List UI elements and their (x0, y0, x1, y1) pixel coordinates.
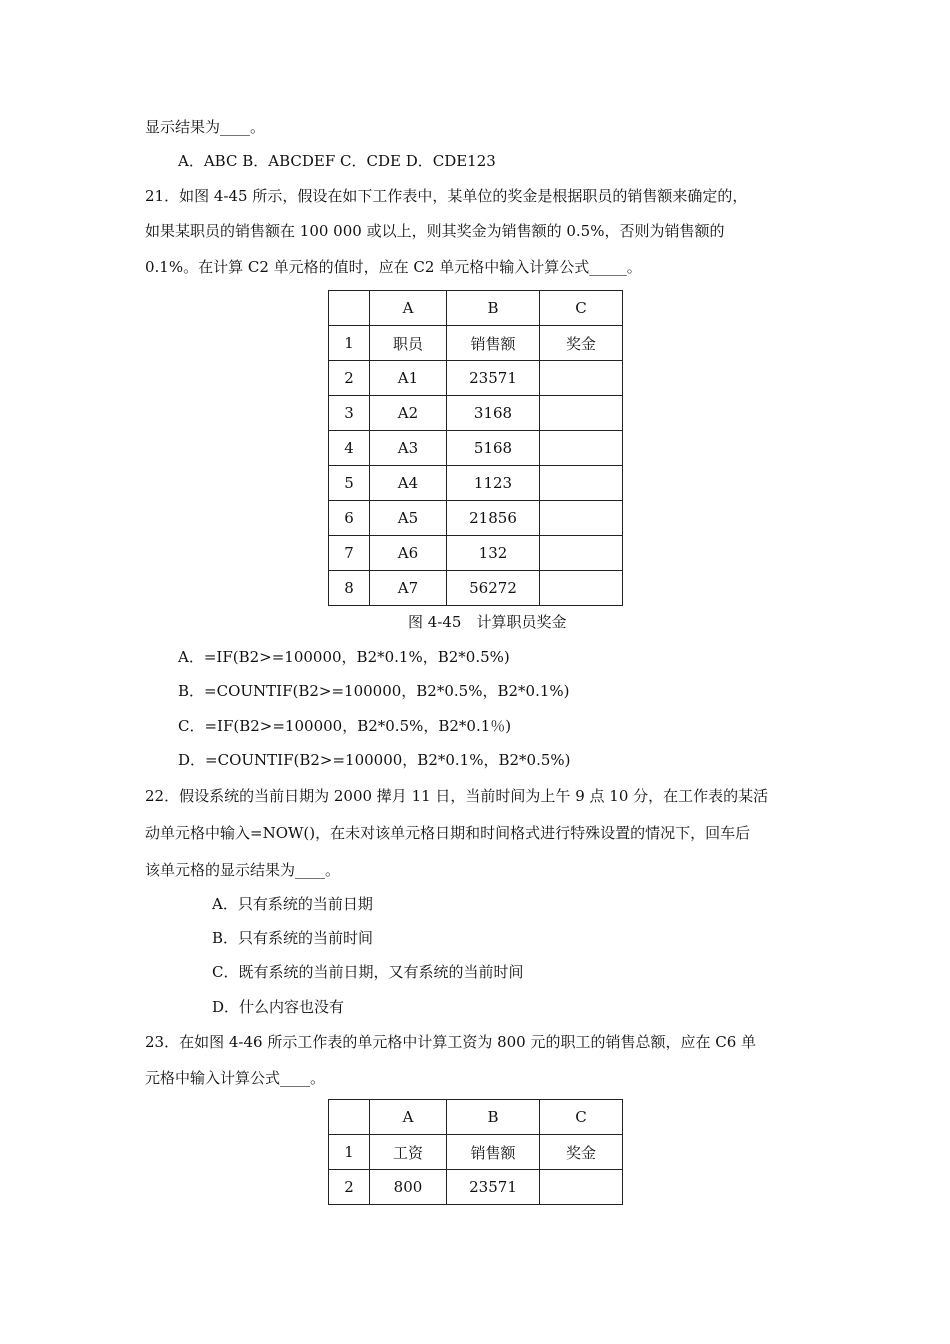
cell: A7 (370, 571, 447, 606)
cell (540, 361, 623, 396)
q21-option-b: B．=COUNTIF(B2>=100000，B2*0.5%，B2*0.1%) (178, 682, 570, 700)
cell (540, 431, 623, 466)
cell: A2 (370, 396, 447, 431)
row-number: 2 (329, 1170, 370, 1205)
q23-stem-line1: 23．在如图 4-46 所示工作表的单元格中计算工资为 800 元的职工的销售总额，应在 C6 单 (145, 1033, 757, 1051)
row-number: 3 (329, 396, 370, 431)
cell: 800 (370, 1170, 447, 1205)
cell: 3168 (447, 396, 540, 431)
table-header-row (329, 1100, 623, 1135)
q21-option-a: A．=IF(B2>=100000，B2*0.1%，B2*0.5%) (178, 648, 510, 666)
column-header-c: C (540, 291, 623, 326)
cell: A3 (370, 431, 447, 466)
table-row (329, 361, 623, 396)
cell: 132 (447, 536, 540, 571)
corner-cell (329, 291, 370, 326)
cell: 5168 (447, 431, 540, 466)
q20-stem-end: 显示结果为____。 (145, 118, 266, 136)
column-header-c: C (540, 1100, 623, 1135)
row-number: 5 (329, 466, 370, 501)
cell: 职员 (370, 326, 447, 361)
cell: A5 (370, 501, 447, 536)
cell: 工资 (370, 1135, 447, 1170)
cell: 销售额 (447, 1135, 540, 1170)
cell: A4 (370, 466, 447, 501)
cell (540, 1170, 623, 1205)
table-row (329, 326, 623, 361)
cell: A1 (370, 361, 447, 396)
row-number: 8 (329, 571, 370, 606)
cell (540, 571, 623, 606)
column-header-a: A (370, 1100, 447, 1135)
table-row (329, 571, 623, 606)
q22-option-b: B．只有系统的当前时间 (212, 929, 374, 947)
table-row (329, 431, 623, 466)
q21-stem-line2: 如果某职员的销售额在 100 000 或以上，则其奖金为销售额的 0.5%，否则为销售额的 (145, 222, 725, 240)
cell: 奖金 (540, 326, 623, 361)
q22-option-a: A．只有系统的当前日期 (212, 895, 373, 913)
q21-option-d: D．=COUNTIF(B2>=100000，B2*0.1%，B2*0.5%) (178, 751, 571, 769)
row-number: 4 (329, 431, 370, 466)
cell: 56272 (447, 571, 540, 606)
cell: 21856 (447, 501, 540, 536)
cell (540, 501, 623, 536)
cell: 1123 (447, 466, 540, 501)
table-row (329, 466, 623, 501)
row-number: 1 (329, 1135, 370, 1170)
q21-option-c: C．=IF(B2>=100000，B2*0.5%，B2*0.1％) (178, 717, 512, 735)
worksheet-table-4-45 (328, 290, 623, 606)
cell (540, 466, 623, 501)
table-row (329, 1170, 623, 1205)
q23-stem-line2: 元格中输入计算公式____。 (145, 1069, 326, 1087)
column-header-b: B (447, 291, 540, 326)
corner-cell (329, 1100, 370, 1135)
row-number: 6 (329, 501, 370, 536)
q20-options: A．ABC B．ABCDEF C．CDE D．CDE123 (178, 152, 496, 170)
column-header-a: A (370, 291, 447, 326)
cell (540, 396, 623, 431)
q21-stem-line1: 21．如图 4-45 所示，假设在如下工作表中，某单位的奖金是根据职员的销售额来确定的， (145, 187, 748, 205)
table-header-row (329, 291, 623, 326)
cell (540, 536, 623, 571)
table-row (329, 501, 623, 536)
q22-stem-line1: 22．假设系统的当前日期为 2000 撵月 11 日，当前时间为上午 9 点 10 分，在工作表的某活 (145, 787, 769, 805)
q22-stem-line3: 该单元格的显示结果为____。 (145, 861, 341, 879)
table-row (329, 396, 623, 431)
cell: 销售额 (447, 326, 540, 361)
table-row (329, 1135, 623, 1170)
table-row (329, 536, 623, 571)
cell: A6 (370, 536, 447, 571)
row-number: 2 (329, 361, 370, 396)
q21-stem-line3: 0.1%。在计算 C2 单元格的值时，应在 C2 单元格中输入计算公式_____。 (145, 258, 642, 276)
q22-option-d: D．什么内容也没有 (212, 998, 345, 1016)
cell: 23571 (447, 361, 540, 396)
q22-stem-line2: 动单元格中输入=NOW()，在未对该单元格日期和时间格式进行特殊设置的情况下，回车后 (145, 824, 751, 842)
q22-option-c: C．既有系统的当前日期，又有系统的当前时间 (212, 963, 524, 981)
cell: 奖金 (540, 1135, 623, 1170)
worksheet-table-4-46 (328, 1099, 623, 1205)
column-header-b: B (447, 1100, 540, 1135)
row-number: 7 (329, 536, 370, 571)
cell: 23571 (447, 1170, 540, 1205)
figure-caption: 图 4-45 计算职员奖金 (408, 613, 567, 631)
row-number: 1 (329, 326, 370, 361)
